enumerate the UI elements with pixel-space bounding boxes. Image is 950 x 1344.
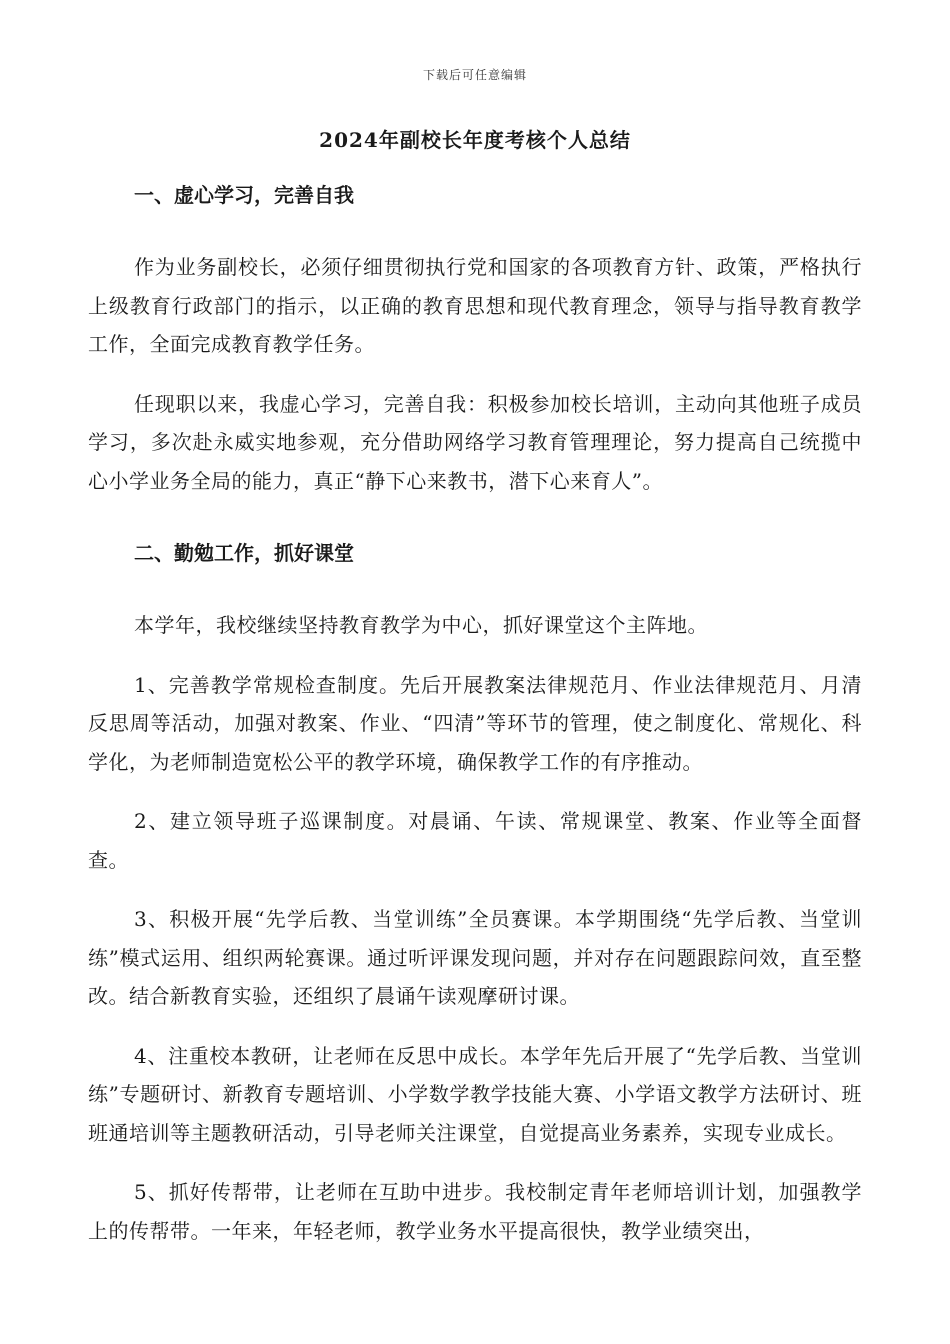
- paragraph: 1、完善教学常规检查制度。先后开展教案法律规范月、作业法律规范月、月清反思周等活动，加强对教案、作业、“四清”等环节的管理，使之制度化、常规化、科学化，为老师制造宽松公平的教学环境，确保教学工作的有序推动。: [88, 672, 862, 774]
- section-heading-1: 一、虚心学习，完善自我: [134, 183, 354, 207]
- document-body: [88, 176, 862, 1250]
- paragraph: 本学年，我校继续坚持教育教学为中心，抓好课堂这个主阵地。: [134, 613, 708, 637]
- header-note: 下载后可任意编辑: [422, 68, 527, 82]
- paragraph: 4、注重校本教研，让老师在反思中成长。本学年先后开展了“先学后教、当堂训练”专题研讨、新教育专题培训、小学数学教学技能大赛、小学语文教学方法研讨、班班通培训等主题教研活动，引导老师关注课堂，自觉提高业务素养，实现专业成长。: [88, 1043, 862, 1145]
- section-heading-2: 二、勤勉工作，抓好课堂: [134, 541, 354, 565]
- paragraph: 任现职以来，我虚心学习，完善自我：积极参加校长培训，主动向其他班子成员学习，多次赴永威实地参观，充分借助网络学习教育管理理论，努力提高自己统揽中心小学业务全局的能力，真正“静下心来教书，潜下心来育人”。: [88, 391, 862, 493]
- paragraph: 3、积极开展“先学后教、当堂训练”全员赛课。本学期围绕“先学后教、当堂训练”模式运用、组织两轮赛课。通过听评课发现问题，并对存在问题跟踪问效，直至整改。结合新教育实验，还组织了晨诵午读观摩研讨课。: [88, 907, 862, 1008]
- paragraph: 作为业务副校长，必须仔细贯彻执行党和国家的各项教育方针、政策，严格执行上级教育行政部门的指示，以正确的教育思想和现代教育理念，领导与指导教育教学工作，全面完成教育教学任务。: [88, 255, 862, 356]
- paragraph: 5、抓好传帮带，让老师在互助中进步。我校制定青年老师培训计划，加强教学上的传帮带。一年来，年轻老师，教学业务水平提高很快，教学业绩突出，: [88, 1180, 862, 1243]
- paragraph: 2、建立领导班子巡课制度。对晨诵、午读、常规课堂、教案、作业等全面督查。: [88, 809, 862, 872]
- document-title: 2024年副校长年度考核个人总结: [319, 128, 631, 152]
